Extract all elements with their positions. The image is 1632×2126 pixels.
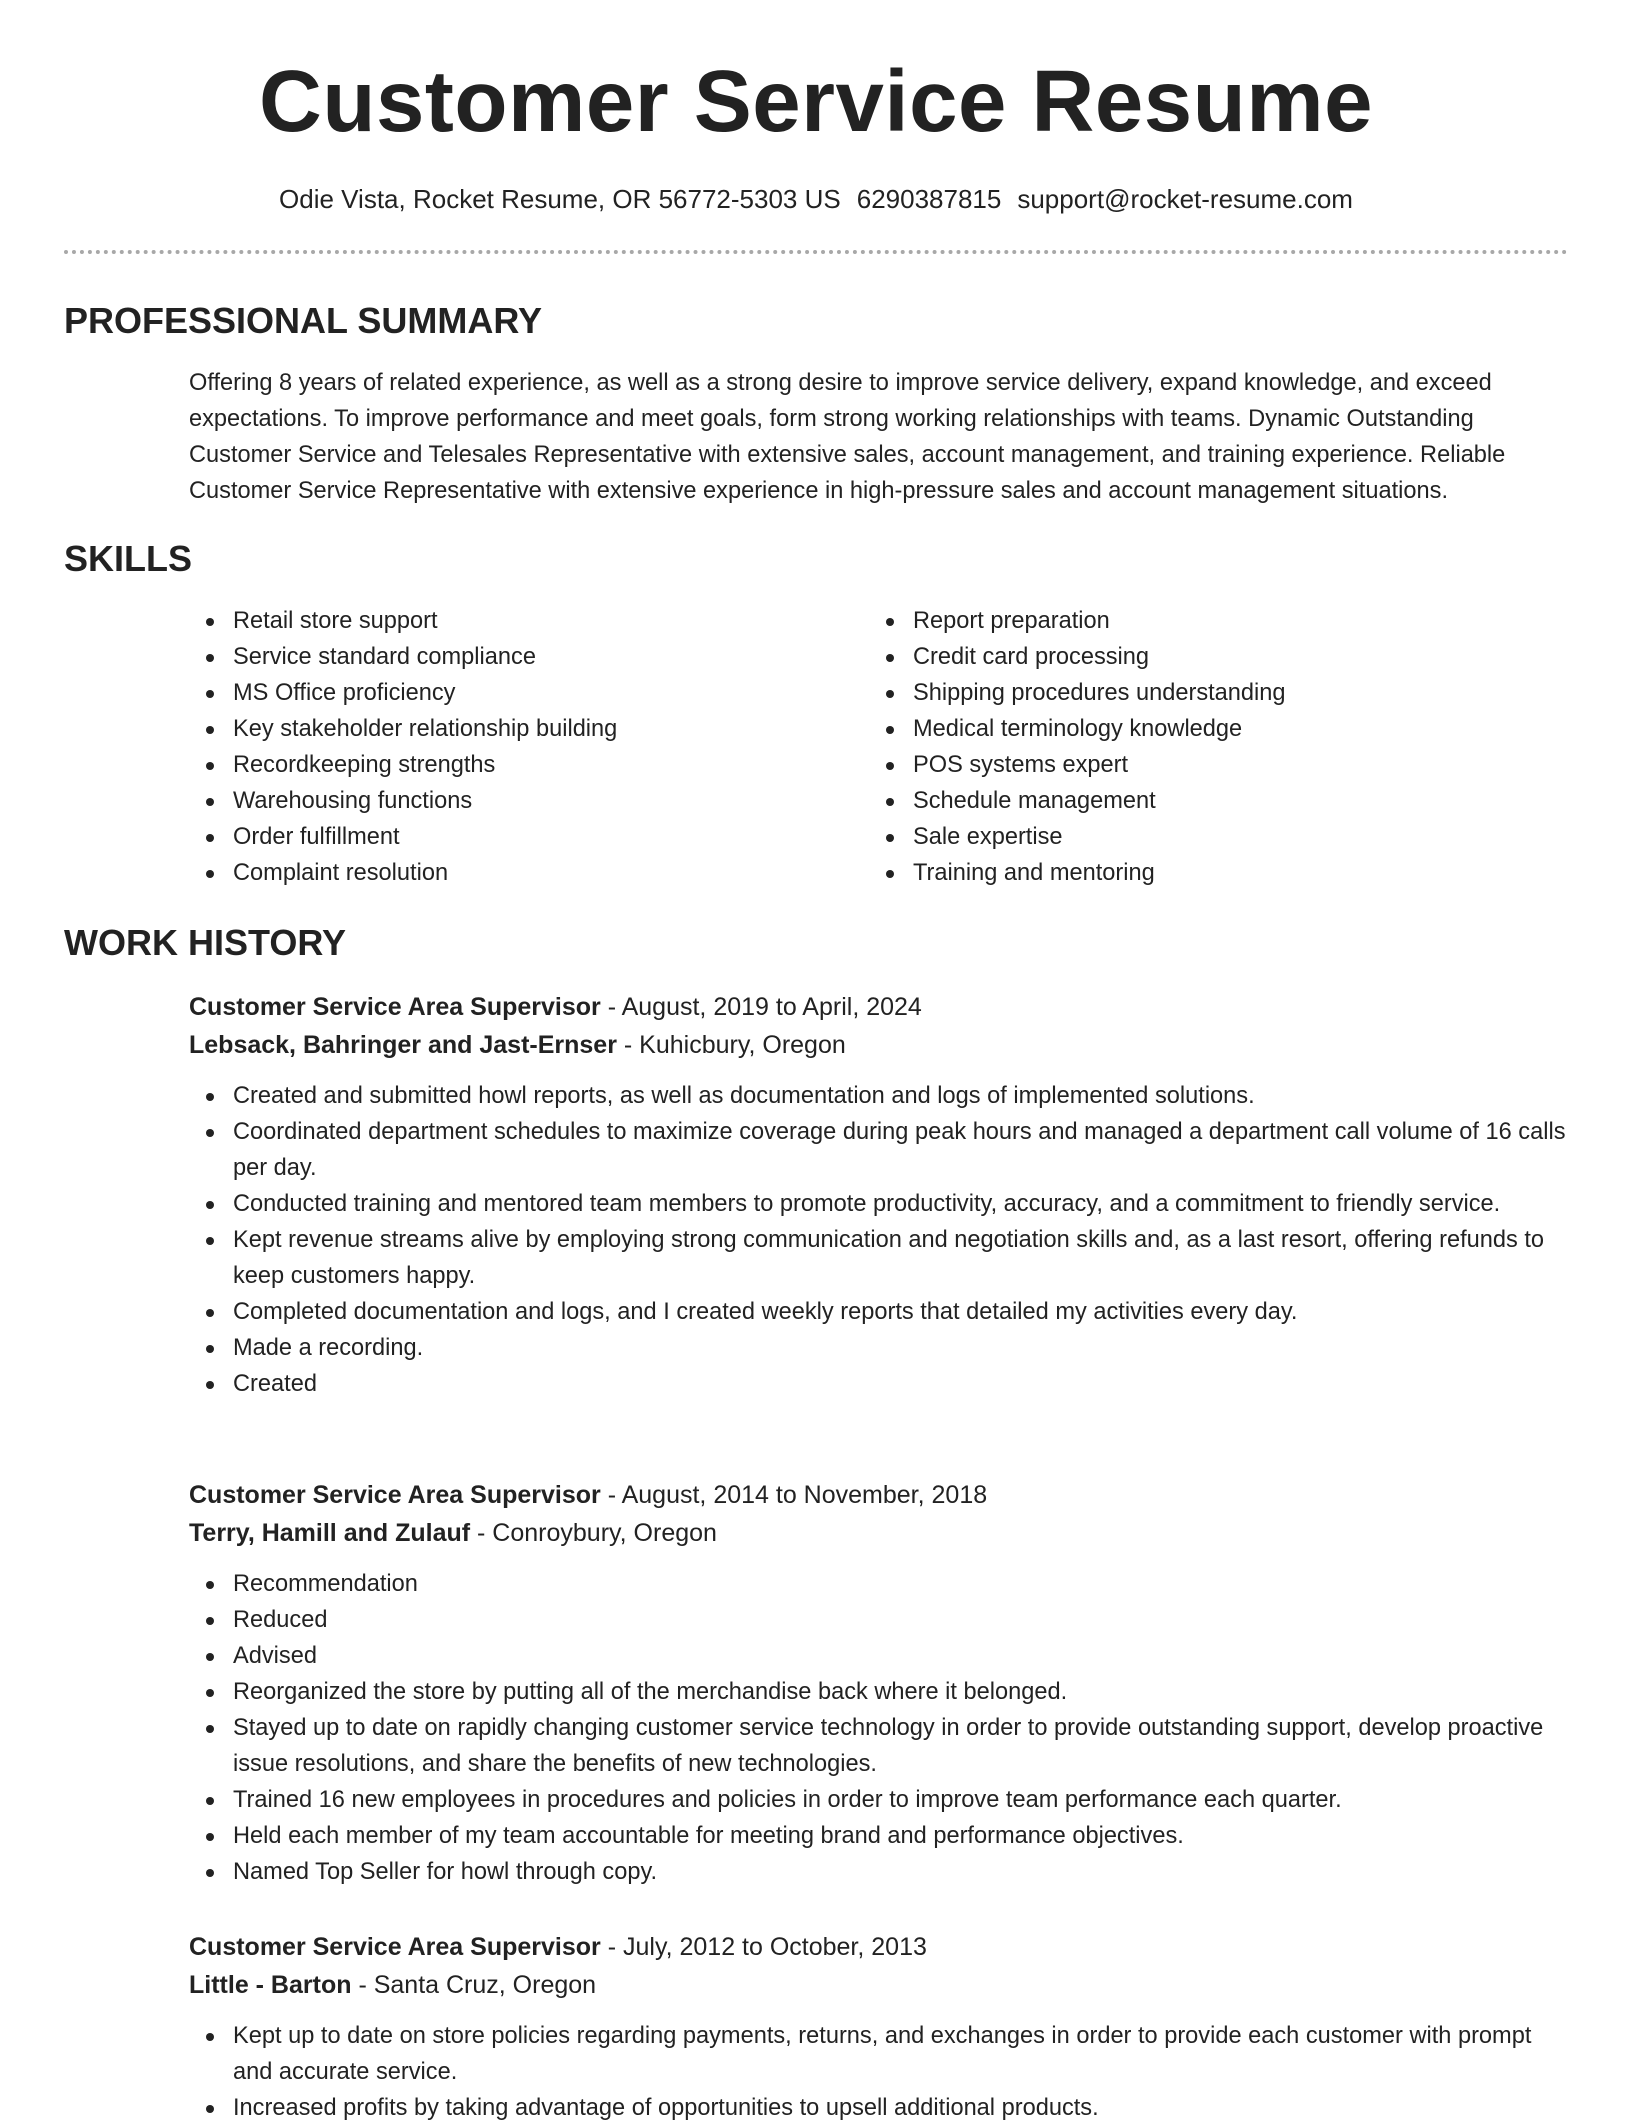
job-bullet: Advised <box>189 1638 1568 1674</box>
skill-item: Credit card processing <box>869 639 1286 675</box>
contact-line <box>0 181 1632 217</box>
skill-item: Key stakeholder relationship building <box>189 711 617 747</box>
job-bullet: Kept revenue streams alive by employing strong communication and negotiation skills and, as a last resort, offering refunds to keep customers happy. <box>189 1222 1568 1294</box>
job-bullet: Made a recording. <box>189 1330 1568 1366</box>
job-location: - Conroybury, Oregon <box>470 1519 717 1547</box>
job-bullet: Named Top Seller for howl through copy. <box>189 1854 1568 1890</box>
contact-phone: 6290387815 <box>856 184 1002 214</box>
job-company-line <box>189 1514 1568 1552</box>
job-bullets <box>189 1566 1568 1890</box>
job-entry <box>189 988 1568 1402</box>
skill-item: MS Office proficiency <box>189 675 617 711</box>
job-dates: - July, 2012 to October, 2013 <box>600 1933 927 1961</box>
job-bullet: Reduced <box>189 1602 1568 1638</box>
job-dates: - August, 2019 to April, 2024 <box>600 993 922 1021</box>
skill-item: Training and mentoring <box>869 855 1286 891</box>
job-bullet: Created and submitted howl reports, as well as documentation and logs of implemented solutions. <box>189 1078 1568 1114</box>
job-bullets <box>189 1078 1568 1402</box>
job-bullet: Recommendation <box>189 1566 1568 1602</box>
job-company: Little - Barton <box>189 1971 352 1999</box>
skill-item: Medical terminology knowledge <box>869 711 1286 747</box>
skill-item: Recordkeeping strengths <box>189 747 617 783</box>
job-bullet: Trained 16 new employees in procedures and policies in order to improve team performance each quarter. <box>189 1782 1568 1818</box>
skills-list-right <box>869 603 1286 891</box>
skill-item: Sale expertise <box>869 819 1286 855</box>
contact-address: Odie Vista, Rocket Resume, OR 56772-5303 US <box>279 184 841 214</box>
summary-text: Offering 8 years of related experience, as well as a strong desire to improve service delivery, expand knowledge, and exceed expectations. To improve performance and meet goals, form strong working relationships with teams. Dynamic Outstanding Customer Service and Telesales Representative with extensive sales, account management, and training experience. Reliable Customer Service Representative with extensive experience in high-pressure sales and account management situations. <box>189 370 1506 504</box>
skill-item: Shipping procedures understanding <box>869 675 1286 711</box>
job-dates: - August, 2014 to November, 2018 <box>600 1481 988 1509</box>
job-company: Terry, Hamill and Zulauf <box>189 1519 471 1547</box>
job-bullet: Conducted training and mentored team members to promote productivity, accuracy, and a commitment to friendly service. <box>189 1186 1568 1222</box>
job-title-line <box>189 1476 1568 1514</box>
section-title-summary: PROFESSIONAL SUMMARY <box>64 300 543 341</box>
job-bullet: Kept up to date on store policies regarding payments, returns, and exchanges in order to provide each customer with prompt and accurate service. <box>189 2018 1568 2090</box>
skill-item: Report preparation <box>869 603 1286 639</box>
skill-item: POS systems expert <box>869 747 1286 783</box>
skill-item: Complaint resolution <box>189 855 617 891</box>
job-title: Customer Service Area Supervisor <box>189 993 601 1021</box>
job-location: - Kuhicbury, Oregon <box>616 1031 846 1059</box>
skill-item: Retail store support <box>189 603 617 639</box>
job-entry <box>189 1476 1568 1890</box>
section-title-work: WORK HISTORY <box>64 922 347 963</box>
job-title: Customer Service Area Supervisor <box>189 1481 601 1509</box>
skills-list-left <box>189 603 617 891</box>
job-entry <box>189 1928 1568 2126</box>
job-bullet: Created <box>189 1366 1568 1402</box>
job-bullet: Increased profits by taking advantage of opportunities to upsell additional products. <box>189 2090 1568 2126</box>
job-bullet: Reorganized the store by putting all of the merchandise back where it belonged. <box>189 1674 1568 1710</box>
contact-email: support@rocket-resume.com <box>1017 184 1353 214</box>
job-bullet: Coordinated department schedules to maximize coverage during peak hours and managed a department call volume of 16 calls per day. <box>189 1114 1568 1186</box>
job-bullet: Completed documentation and logs, and I created weekly reports that detailed my activities every day. <box>189 1294 1568 1330</box>
skill-item: Service standard compliance <box>189 639 617 675</box>
skill-item: Warehousing functions <box>189 783 617 819</box>
job-company-line <box>189 1966 1568 2004</box>
job-company-line <box>189 1026 1568 1064</box>
header-divider <box>64 250 1568 254</box>
job-title: Customer Service Area Supervisor <box>189 1933 601 1961</box>
resume-title: Customer Service Resume <box>259 53 1373 150</box>
job-bullet: Stayed up to date on rapidly changing customer service technology in order to provide outstanding support, develop proactive issue resolutions, and share the benefits of new technologies. <box>189 1710 1568 1782</box>
section-title-skills: SKILLS <box>64 538 193 579</box>
job-title-line <box>189 1928 1568 1966</box>
job-company: Lebsack, Bahringer and Jast-Ernser <box>189 1031 617 1059</box>
skill-item: Schedule management <box>869 783 1286 819</box>
job-bullet: Held each member of my team accountable for meeting brand and performance objectives. <box>189 1818 1568 1854</box>
job-location: - Santa Cruz, Oregon <box>351 1971 597 1999</box>
job-bullets <box>189 2018 1568 2126</box>
skill-item: Order fulfillment <box>189 819 617 855</box>
job-title-line <box>189 988 1568 1026</box>
